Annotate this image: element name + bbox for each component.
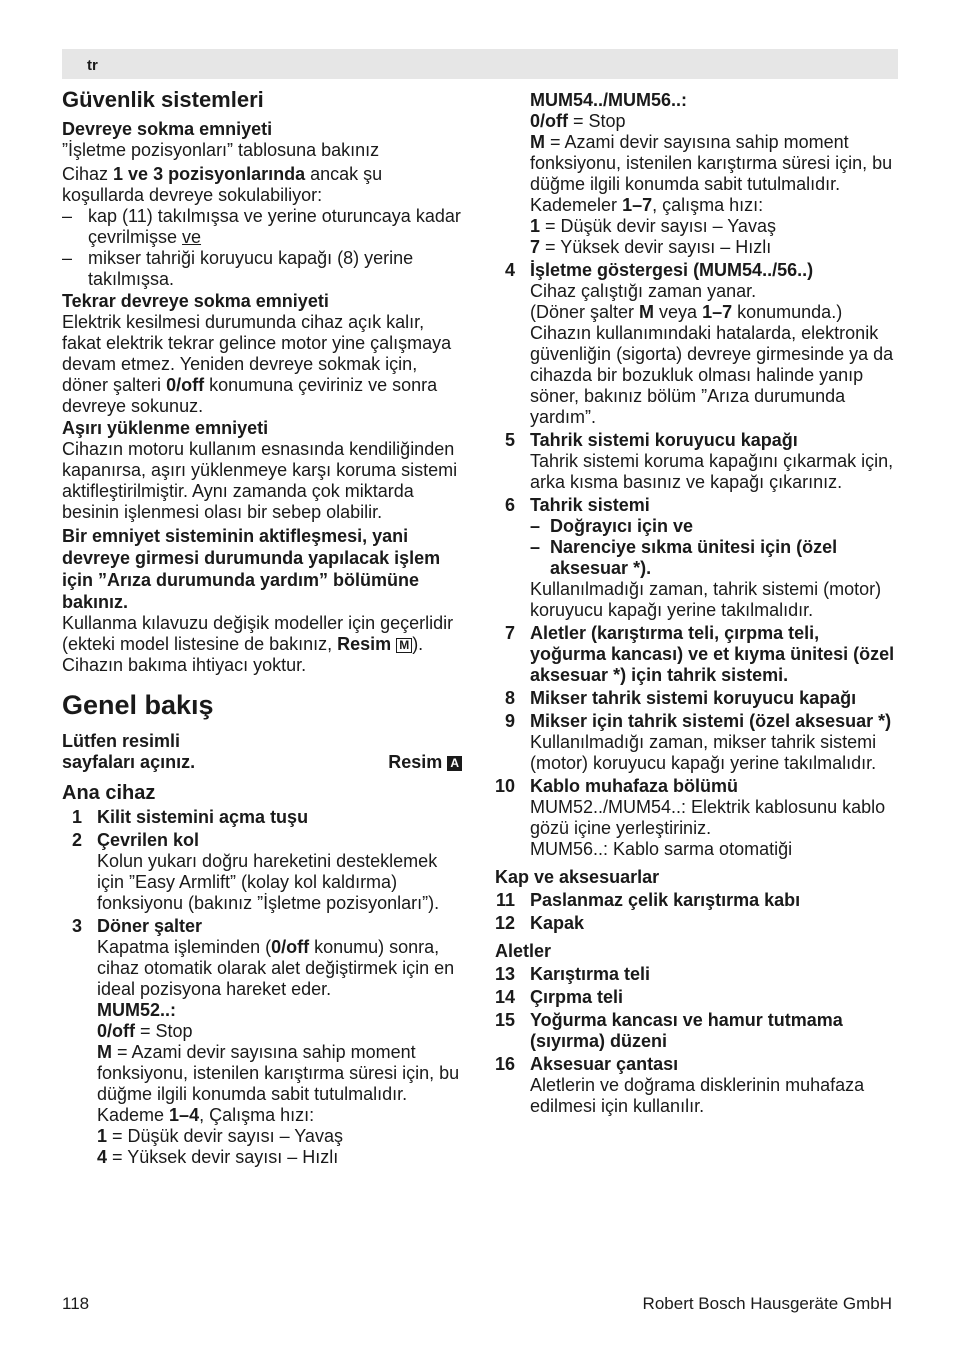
open-pages-note-line1: Lütfen resimli <box>62 731 181 751</box>
list-item: 15 Yoğurma kancası ve hamur tutmama (sıyırma) düzeni <box>495 1010 843 1051</box>
list-item: 1 Kilit sistemini açma tuşu <box>71 807 309 827</box>
list-item: 11 Paslanmaz çelik karıştırma kabı <box>495 890 801 910</box>
list-item: 3 Döner şalter Kapatma işleminden (0/off konumu) sonra, cihaz otomatik olarak alet değiştirmek için en ideal pozisyona hareket eder. MUM52..: 0/off = Stop M = Azami devir sayısına sahip moment fonksiyonu, istenilen karıştırma süresi için, bu düğme ilgili konumda sabit tutulmalıdır. Kademe 1–4, Çalışma hızı: 1 = Düşük devir sayısı – Yavaş 4 = Yüksek devir sayısı – Hızlı <box>71 916 460 1167</box>
right-column <box>495 90 900 1117</box>
notice-bold: Bir emniyet sisteminin aktifleşmesi, yani devreye girmesi durumunda yapılacak işlem için ”Arıza durumunda yardım” bölümüne bakınız. <box>62 526 441 612</box>
subheading-tekrar-devreye: Tekrar devreye sokma emniyeti <box>62 291 329 311</box>
list-item: 12 Kapak <box>495 913 585 933</box>
page-number: 118 <box>62 1294 90 1313</box>
list-item: 16 Aksesuar çantası Aletlerin ve doğrama disklerinin muhafaza edilmesi için kullanılır. <box>495 1054 865 1116</box>
list-subitem: – Doğrayıcı için ve <box>530 516 694 536</box>
heading-genel-bakis: Genel bakış <box>62 690 214 720</box>
group-heading-kap: Kap ve aksesuarlar <box>495 867 660 887</box>
list-subitem: – Narenciye sıkma ünitesi için (özel aksesuar *). <box>530 537 838 578</box>
list-item: – kap (11) takılmışsa ve yerine oturuncaya kadar çevrilmişse ve <box>62 206 462 248</box>
list-item: – mikser tahriği koruyucu kapağı (8) yerine takılmışsa. <box>62 248 462 290</box>
list-item: 14 Çırpma teli <box>495 987 624 1007</box>
language-code: tr <box>87 57 98 74</box>
group-heading-aletler: Aletler <box>495 941 552 961</box>
switch-continued: MUM54../MUM56..: 0/off = Stop M = Azami devir sayısına sahip moment fonksiyonu, istenilen karıştırma süresi için, bu düğme ilgili konumda sabit tutulmalıdır. Kademeler 1–7, çalışma hızı: 1 = Düşük devir sayısı – Yavaş 7 = Yüksek devir sayısı – Hızlı <box>530 90 893 257</box>
list-item: 7 Aletler (karıştırma teli, çırpma teli, yoğurma kancası) ve et kıyma ünitesi (özel aksesuar *) için tahrik sistemi. <box>504 623 895 685</box>
paragraph: Elektrik kesilmesi durumunda cihaz açık kalır, fakat elektrik tekrar gelince motor yine çalışmaya devam etmez. Yeniden devreye sokmak için, döner şalteri 0/off konumuna çeviriniz ve sonra devreye sokunuz. <box>62 312 452 416</box>
list-item: 6 Tahrik sistemi <box>504 495 650 515</box>
list-item: 2 Çevrilen kol Kolun yukarı doğru hareketini desteklemek için ”Easy Armlift” (kolay kol kaldırma) fonksiyonu (bakınız ”İşletme pozisyonları”). <box>71 830 440 913</box>
list-item: 13 Karıştırma teli <box>495 964 651 984</box>
subheading-devreye-sokma: Devreye sokma emniyeti <box>62 119 273 139</box>
company-name: Robert Bosch Hausgeräte GmbH <box>642 1294 892 1313</box>
list-item: 10 Kablo muhafaza bölümü MUM52../MUM54..: Elektrik kablosunu kablo gözü içine yerleştiriniz. MUM56..: Kablo sarma otomatiği <box>495 776 886 859</box>
figure-m-icon: M <box>396 638 412 653</box>
heading-guvenlik: Güvenlik sistemleri <box>62 87 264 112</box>
list-item: 8 Mikser tahrik sistemi koruyucu kapağı <box>504 688 857 708</box>
paragraph: Kullanılmadığı zaman, tahrik sistemi (motor) koruyucu kapağı yerine takılmalıdır. <box>530 579 882 620</box>
subheading-asiri-yuklenme: Aşırı yüklenme emniyeti <box>62 418 269 438</box>
paragraph: Cihazın motoru kullanım esnasında kendiliğinden kapanırsa, aşırı yüklenmeye karşı koruma sistemi aktifleştirilmiştir. Aynı zamanda çok miktarda besinin işlenmesi olası bir sebep olabilir. <box>62 439 458 522</box>
paragraph: ”İşletme pozisyonları” tablosuna bakınız <box>62 140 380 160</box>
open-pages-note-line2: sayfaları açınız. Resim A <box>62 752 462 773</box>
paragraph: Cihaz 1 ve 3 pozisyonlarında ancak şu koşullarda devreye sokulabiliyor: <box>62 164 383 205</box>
left-column <box>62 86 462 1168</box>
list-item: 9 Mikser için tahrik sistemi (özel aksesuar *) Kullanılmadığı zaman, mikser tahrik sistemi (motor) koruyucu kapağı yerine takılmalıdır. <box>504 711 892 773</box>
heading-ana-cihaz: Ana cihaz <box>62 782 156 804</box>
figure-a-icon: A <box>447 756 462 771</box>
paragraph: Kullanma kılavuzu değişik modeller için geçerlidir (ekteki model listesine de bakınız, Resim M ). Cihazın bakıma ihtiyacı yoktur. <box>62 613 454 675</box>
language-bar <box>62 49 898 79</box>
list-item: 4 İşletme göstergesi (MUM54../56..) Cihaz çalıştığı zaman yanar. (Döner şalter M veya 1–7 konumunda.) Cihazın kullanımındaki hatalarda, elektronik güvenliğin (sigorta) devreye girmesinde ya da cihazda bir bozukluk olması halinde yanıp söner, bakınız bölüm ”Arıza durumunda yardım”. <box>504 260 894 427</box>
list-item: 5 Tahrik sistemi koruyucu kapağı Tahrik sistemi koruma kapağını çıkarmak için, arka kısma basınız ve kapağı çıkarınız. <box>504 430 894 492</box>
